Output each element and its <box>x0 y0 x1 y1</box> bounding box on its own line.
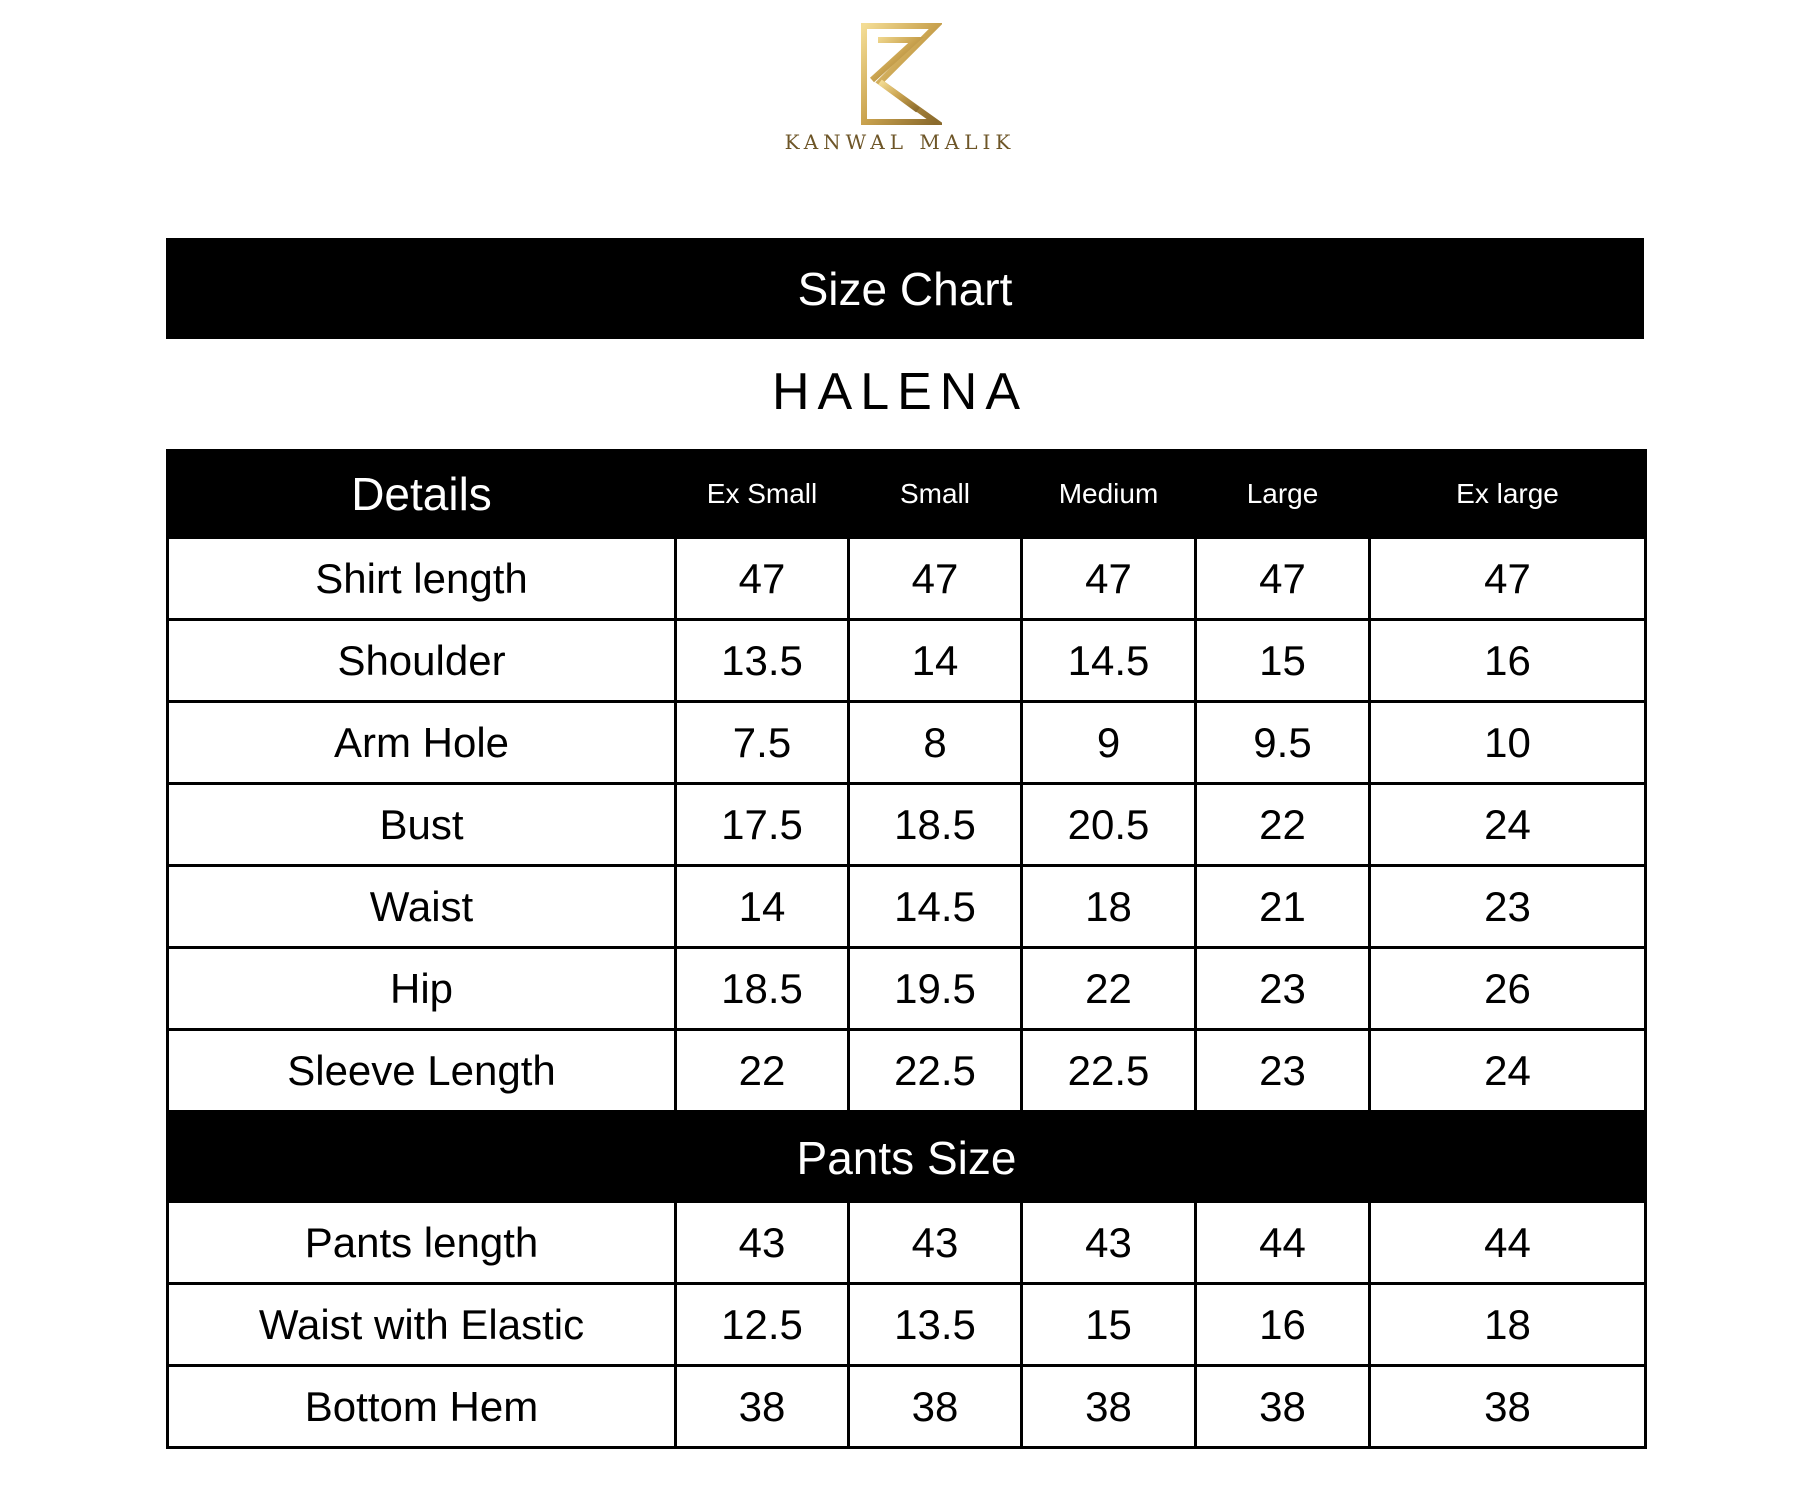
size-header: Medium <box>1022 451 1196 538</box>
row-label: Shoulder <box>168 620 676 702</box>
table-row <box>168 948 1646 1030</box>
size-value: 14 <box>849 620 1022 702</box>
size-value: 26 <box>1370 948 1646 1030</box>
size-value: 47 <box>1022 538 1196 620</box>
size-value: 21 <box>1196 866 1370 948</box>
size-value: 44 <box>1370 1202 1646 1284</box>
size-value: 23 <box>1196 1030 1370 1114</box>
size-value: 47 <box>1196 538 1370 620</box>
size-value: 19.5 <box>849 948 1022 1030</box>
size-value: 22 <box>1196 784 1370 866</box>
size-value: 18 <box>1370 1284 1646 1366</box>
size-value: 24 <box>1370 784 1646 866</box>
size-value: 16 <box>1370 620 1646 702</box>
size-header: Ex large <box>1370 451 1646 538</box>
table-row <box>168 1030 1646 1114</box>
table-row <box>168 784 1646 866</box>
size-value: 15 <box>1196 620 1370 702</box>
size-value: 22 <box>676 1030 849 1114</box>
size-value: 18.5 <box>849 784 1022 866</box>
size-value: 38 <box>676 1366 849 1448</box>
size-header: Small <box>849 451 1022 538</box>
size-value: 14.5 <box>1022 620 1196 702</box>
km-monogram-icon <box>858 20 942 128</box>
size-header: Ex Small <box>676 451 849 538</box>
size-value: 23 <box>1370 866 1646 948</box>
size-table <box>166 449 1647 1449</box>
size-value: 38 <box>849 1366 1022 1448</box>
brand-name: KANWAL MALIK <box>784 130 1016 154</box>
row-label: Sleeve Length <box>168 1030 676 1114</box>
size-value: 10 <box>1370 702 1646 784</box>
size-value: 15 <box>1022 1284 1196 1366</box>
details-header: Details <box>168 451 676 538</box>
row-label: Pants length <box>168 1202 676 1284</box>
size-value: 47 <box>676 538 849 620</box>
size-value: 38 <box>1022 1366 1196 1448</box>
row-label: Bust <box>168 784 676 866</box>
size-value: 22 <box>1022 948 1196 1030</box>
size-value: 8 <box>849 702 1022 784</box>
pants-section-row <box>168 1113 1646 1202</box>
size-chart-banner: Size Chart <box>166 238 1644 339</box>
size-value: 44 <box>1196 1202 1370 1284</box>
row-label: Bottom Hem <box>168 1366 676 1448</box>
size-value: 9 <box>1022 702 1196 784</box>
row-label: Waist with Elastic <box>168 1284 676 1366</box>
size-value: 38 <box>1196 1366 1370 1448</box>
brand-logo <box>0 20 1800 154</box>
size-value: 18 <box>1022 866 1196 948</box>
size-value: 43 <box>849 1202 1022 1284</box>
table-row <box>168 1284 1646 1366</box>
table-row <box>168 620 1646 702</box>
row-label: Arm Hole <box>168 702 676 784</box>
size-value: 43 <box>1022 1202 1196 1284</box>
size-value: 22.5 <box>1022 1030 1196 1114</box>
size-value: 16 <box>1196 1284 1370 1366</box>
size-value: 13.5 <box>676 620 849 702</box>
size-value: 22.5 <box>849 1030 1022 1114</box>
size-value: 20.5 <box>1022 784 1196 866</box>
size-value: 9.5 <box>1196 702 1370 784</box>
size-value: 13.5 <box>849 1284 1022 1366</box>
size-value: 47 <box>1370 538 1646 620</box>
pants-section-title: Pants Size <box>168 1113 1646 1202</box>
size-value: 43 <box>676 1202 849 1284</box>
size-value: 38 <box>1370 1366 1646 1448</box>
size-value: 14.5 <box>849 866 1022 948</box>
size-value: 24 <box>1370 1030 1646 1114</box>
table-row <box>168 1202 1646 1284</box>
size-value: 12.5 <box>676 1284 849 1366</box>
header-row <box>168 451 1646 538</box>
size-header: Large <box>1196 451 1370 538</box>
row-label: Shirt length <box>168 538 676 620</box>
product-name: HALENA <box>771 363 1029 421</box>
row-label: Hip <box>168 948 676 1030</box>
size-value: 23 <box>1196 948 1370 1030</box>
size-value: 14 <box>676 866 849 948</box>
table-row <box>168 538 1646 620</box>
table-row <box>168 866 1646 948</box>
row-label: Waist <box>168 866 676 948</box>
size-value: 18.5 <box>676 948 849 1030</box>
size-value: 47 <box>849 538 1022 620</box>
size-value: 7.5 <box>676 702 849 784</box>
size-value: 17.5 <box>676 784 849 866</box>
table-row <box>168 702 1646 784</box>
table-row <box>168 1366 1646 1448</box>
